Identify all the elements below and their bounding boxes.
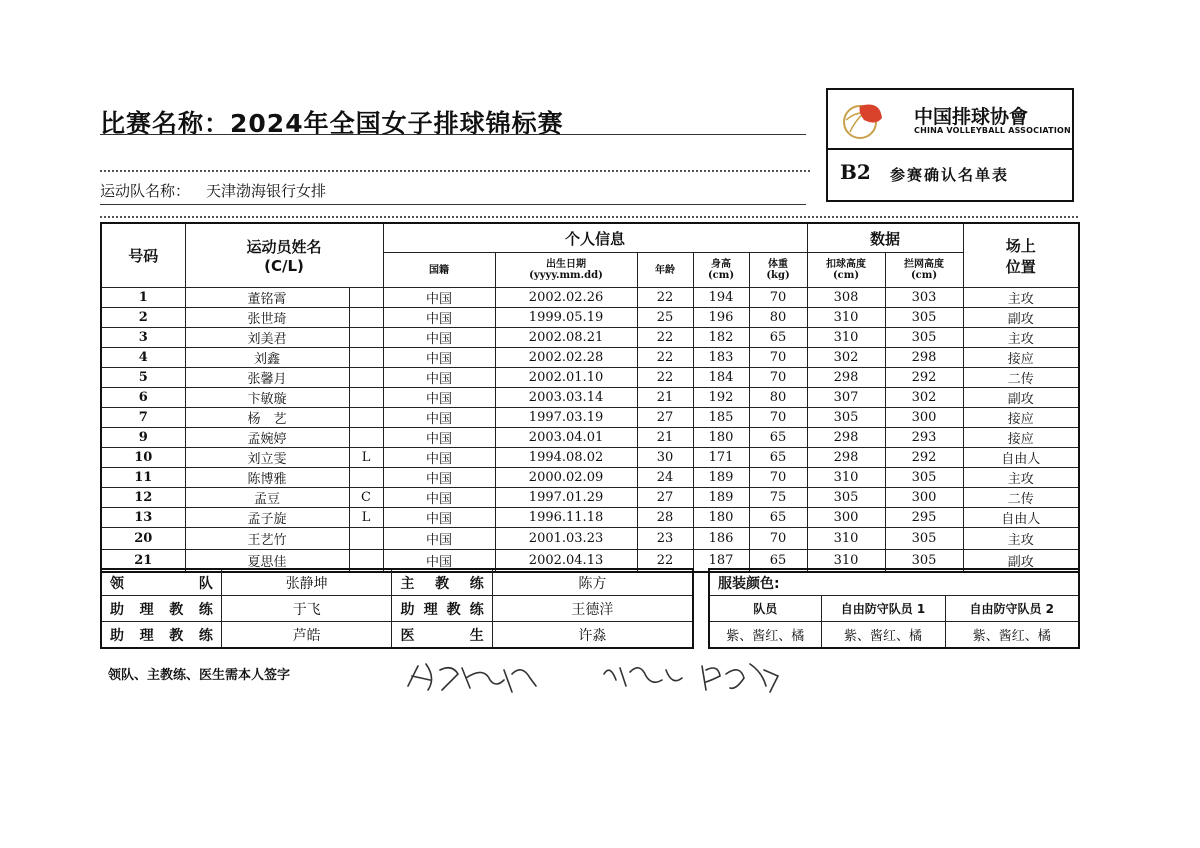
player-nationality: 中国: [383, 288, 495, 308]
player-weight: 70: [749, 368, 807, 388]
player-spike: 298: [807, 428, 885, 448]
uniform-libero2-label: 自由防守队员 2: [945, 596, 1079, 622]
player-position: 接应: [963, 348, 1079, 368]
col-birth-title: 出生日期: [546, 259, 587, 270]
player-weight: 65: [749, 550, 807, 573]
player-name: 刘立雯: [185, 448, 349, 468]
player-spike: 305: [807, 408, 885, 428]
player-role: L: [349, 448, 383, 468]
player-position: 副攻: [963, 388, 1079, 408]
player-spike: 310: [807, 528, 885, 550]
player-age: 22: [637, 368, 693, 388]
col-block-unit: (cm): [910, 270, 938, 281]
player-age: 27: [637, 408, 693, 428]
player-weight: 65: [749, 428, 807, 448]
team-underline: [100, 204, 806, 205]
col-block-title: 拦网高度: [904, 259, 945, 270]
player-position: 二传: [963, 368, 1079, 388]
logo-box: [826, 88, 1074, 202]
title-underline: [100, 134, 806, 135]
roster-body: [101, 288, 1079, 573]
player-position: 主攻: [963, 468, 1079, 488]
player-block: 305: [885, 328, 963, 348]
player-spike: 305: [807, 488, 885, 508]
player-block: 300: [885, 408, 963, 428]
player-age: 21: [637, 388, 693, 408]
player-height: 185: [693, 408, 749, 428]
player-nationality: 中国: [383, 388, 495, 408]
divider: [100, 170, 810, 172]
player-block: 295: [885, 508, 963, 528]
player-name: 杨 艺: [185, 408, 349, 428]
player-height: 189: [693, 488, 749, 508]
player-role: [349, 468, 383, 488]
player-block: 303: [885, 288, 963, 308]
org-name-en: CHINA VOLLEYBALL ASSOCIATION: [914, 126, 1071, 135]
col-name-sub: (C/L): [264, 257, 304, 275]
player-age: 22: [637, 550, 693, 573]
table-row: [101, 308, 1079, 328]
player-position: 自由人: [963, 508, 1079, 528]
staff-leader: 张静坤: [221, 569, 392, 596]
uniform-libero2-colors: 紫、酱红、橘: [945, 622, 1079, 649]
player-spike: 310: [807, 550, 885, 573]
player-age: 23: [637, 528, 693, 550]
col-birth-fmt: (yyyy.mm.dd): [529, 270, 603, 281]
player-height: 192: [693, 388, 749, 408]
table-row: [101, 388, 1079, 408]
player-birth: 2000.02.09: [495, 468, 637, 488]
player-height: 183: [693, 348, 749, 368]
player-name: 刘鑫: [185, 348, 349, 368]
staff-asst3: 芦皓: [221, 622, 392, 649]
uniform-players-colors: 紫、酱红、橘: [709, 622, 821, 649]
signature-note: 领队、主教练、医生需本人签字: [108, 668, 291, 683]
player-nationality: 中国: [383, 428, 495, 448]
player-birth: 2002.02.26: [495, 288, 637, 308]
player-nationality: 中国: [383, 528, 495, 550]
player-weight: 75: [749, 488, 807, 508]
player-block: 302: [885, 388, 963, 408]
player-nationality: 中国: [383, 448, 495, 468]
player-number: 3: [101, 328, 185, 348]
col-weight-title: 体重: [768, 259, 789, 270]
handwritten-signatures: [400, 650, 820, 700]
volleyball-emblem-icon: [840, 100, 886, 140]
col-data: 数据: [807, 223, 963, 253]
divider: [100, 216, 1078, 218]
player-spike: 310: [807, 308, 885, 328]
player-role: [349, 368, 383, 388]
player-number: 11: [101, 468, 185, 488]
staff-asst1-label: 助理教练: [101, 596, 221, 622]
player-number: 21: [101, 550, 185, 573]
player-name: 卞敏璇: [185, 388, 349, 408]
staff-leader-label: 领队: [101, 569, 221, 596]
col-spike-title: 扣球高度: [826, 259, 867, 270]
team-label: 运动队名称：: [100, 182, 191, 200]
player-height: 180: [693, 428, 749, 448]
player-age: 21: [637, 428, 693, 448]
player-block: 298: [885, 348, 963, 368]
player-number: 10: [101, 448, 185, 468]
org-name: 中国排球协會: [914, 106, 1029, 128]
table-row: [101, 408, 1079, 428]
table-row: [101, 448, 1079, 468]
event-name: 2024年全国女子排球锦标赛: [230, 109, 564, 138]
player-birth: 2002.01.10: [495, 368, 637, 388]
player-weight: 70: [749, 288, 807, 308]
player-role: [349, 528, 383, 550]
player-name: 孟豆: [185, 488, 349, 508]
player-role: L: [349, 508, 383, 528]
player-role: [349, 348, 383, 368]
player-block: 305: [885, 550, 963, 573]
player-age: 22: [637, 328, 693, 348]
player-height: 187: [693, 550, 749, 573]
player-position: 主攻: [963, 328, 1079, 348]
uniform-players-label: 队员: [709, 596, 821, 622]
player-nationality: 中国: [383, 508, 495, 528]
table-row: [101, 488, 1079, 508]
logo-header: [828, 90, 1072, 150]
staff-doctor-label: 医生: [392, 622, 492, 649]
uniform-table: [708, 568, 1080, 649]
player-name: 孟婉婷: [185, 428, 349, 448]
player-name: 陈博雅: [185, 468, 349, 488]
player-spike: 300: [807, 508, 885, 528]
player-nationality: 中国: [383, 368, 495, 388]
player-number: 20: [101, 528, 185, 550]
player-position: 接应: [963, 428, 1079, 448]
col-position: 场上位置: [963, 223, 1079, 288]
player-spike: 302: [807, 348, 885, 368]
player-position: 主攻: [963, 528, 1079, 550]
player-spike: 298: [807, 448, 885, 468]
col-height-unit: (cm): [707, 270, 735, 281]
player-weight: 70: [749, 528, 807, 550]
player-position: 自由人: [963, 448, 1079, 468]
player-spike: 298: [807, 368, 885, 388]
table-row: [101, 528, 1079, 550]
staff-table: [100, 568, 694, 649]
player-birth: 2002.02.28: [495, 348, 637, 368]
player-role: [349, 388, 383, 408]
player-weight: 80: [749, 388, 807, 408]
player-number: 1: [101, 288, 185, 308]
player-spike: 310: [807, 468, 885, 488]
table-row: [101, 428, 1079, 448]
table-row: [101, 288, 1079, 308]
player-height: 171: [693, 448, 749, 468]
player-age: 27: [637, 488, 693, 508]
col-number: 号码: [101, 223, 185, 288]
player-nationality: 中国: [383, 348, 495, 368]
player-birth: 2002.08.21: [495, 328, 637, 348]
col-spike: [807, 253, 885, 288]
player-role: [349, 408, 383, 428]
player-birth: 1996.11.18: [495, 508, 637, 528]
col-weight: [749, 253, 807, 288]
uniform-libero1-colors: 紫、酱红、橘: [821, 622, 945, 649]
player-height: 184: [693, 368, 749, 388]
player-number: 12: [101, 488, 185, 508]
player-age: 24: [637, 468, 693, 488]
player-nationality: 中国: [383, 550, 495, 573]
col-block: [885, 253, 963, 288]
player-spike: 310: [807, 328, 885, 348]
team-name: 天津渤海银行女排: [206, 182, 327, 200]
player-name: 刘美君: [185, 328, 349, 348]
player-name: 张馨月: [185, 368, 349, 388]
player-height: 189: [693, 468, 749, 488]
player-nationality: 中国: [383, 488, 495, 508]
col-height: [693, 253, 749, 288]
player-number: 9: [101, 428, 185, 448]
player-name: 董铭霄: [185, 288, 349, 308]
roster-table: [100, 222, 1080, 573]
table-row: [101, 328, 1079, 348]
uniform-libero1-label: 自由防守队员 1: [821, 596, 945, 622]
staff-asst1: 于飞: [221, 596, 392, 622]
player-position: 主攻: [963, 288, 1079, 308]
col-nationality: 国籍: [383, 253, 495, 288]
col-birth: [495, 253, 637, 288]
team-line: [100, 180, 342, 201]
player-birth: 2002.04.13: [495, 550, 637, 573]
col-name-title: 运动员姓名: [246, 238, 322, 256]
player-height: 180: [693, 508, 749, 528]
staff-doctor: 许淼: [492, 622, 693, 649]
table-row: [101, 348, 1079, 368]
player-number: 13: [101, 508, 185, 528]
player-name: 张世琦: [185, 308, 349, 328]
player-weight: 65: [749, 448, 807, 468]
col-personal: 个人信息: [383, 223, 807, 253]
staff-asst2: 王德洋: [492, 596, 693, 622]
player-role: C: [349, 488, 383, 508]
staff-head-coach: 陈方: [492, 569, 693, 596]
player-birth: 1994.08.02: [495, 448, 637, 468]
player-birth: 1997.01.29: [495, 488, 637, 508]
player-birth: 2003.03.14: [495, 388, 637, 408]
player-number: 7: [101, 408, 185, 428]
staff-asst3-label: 助理教练: [101, 622, 221, 649]
player-age: 22: [637, 288, 693, 308]
player-birth: 1997.03.19: [495, 408, 637, 428]
player-age: 28: [637, 508, 693, 528]
table-row: [101, 468, 1079, 488]
player-age: 22: [637, 348, 693, 368]
player-age: 30: [637, 448, 693, 468]
player-height: 186: [693, 528, 749, 550]
player-position: 接应: [963, 408, 1079, 428]
col-spike-unit: (cm): [832, 270, 860, 281]
col-name: [185, 223, 383, 288]
table-row: [101, 508, 1079, 528]
player-spike: 308: [807, 288, 885, 308]
player-number: 2: [101, 308, 185, 328]
staff-head-coach-label: 主教练: [392, 569, 492, 596]
player-height: 182: [693, 328, 749, 348]
player-block: 292: [885, 368, 963, 388]
player-birth: 2003.04.01: [495, 428, 637, 448]
player-name: 孟子旋: [185, 508, 349, 528]
player-number: 5: [101, 368, 185, 388]
player-role: [349, 428, 383, 448]
col-age: 年龄: [637, 253, 693, 288]
player-age: 25: [637, 308, 693, 328]
player-block: 293: [885, 428, 963, 448]
player-name: 王艺竹: [185, 528, 349, 550]
player-nationality: 中国: [383, 328, 495, 348]
player-role: [349, 308, 383, 328]
col-height-title: 身高: [711, 259, 732, 270]
form-code: B2: [840, 160, 871, 184]
player-position: 副攻: [963, 550, 1079, 573]
player-position: 副攻: [963, 308, 1079, 328]
player-weight: 70: [749, 468, 807, 488]
player-name: 夏思佳: [185, 550, 349, 573]
player-number: 6: [101, 388, 185, 408]
player-block: 305: [885, 308, 963, 328]
player-weight: 65: [749, 508, 807, 528]
player-number: 4: [101, 348, 185, 368]
player-weight: 70: [749, 408, 807, 428]
player-block: 300: [885, 488, 963, 508]
form-name: 参赛确认名单表: [890, 166, 1010, 184]
player-nationality: 中国: [383, 408, 495, 428]
player-role: [349, 288, 383, 308]
player-birth: 2001.03.23: [495, 528, 637, 550]
table-row: [101, 368, 1079, 388]
player-block: 305: [885, 468, 963, 488]
player-height: 196: [693, 308, 749, 328]
player-nationality: 中国: [383, 308, 495, 328]
event-label: 比赛名称：: [100, 109, 231, 138]
player-weight: 70: [749, 348, 807, 368]
player-height: 194: [693, 288, 749, 308]
player-weight: 65: [749, 328, 807, 348]
player-role: [349, 328, 383, 348]
player-birth: 1999.05.19: [495, 308, 637, 328]
player-position: 二传: [963, 488, 1079, 508]
player-block: 292: [885, 448, 963, 468]
player-spike: 307: [807, 388, 885, 408]
player-block: 305: [885, 528, 963, 550]
uniform-title: 服装颜色:: [709, 569, 1079, 596]
col-weight-unit: (kg): [766, 270, 790, 281]
staff-asst2-label: 助理教练: [392, 596, 492, 622]
player-weight: 80: [749, 308, 807, 328]
player-nationality: 中国: [383, 468, 495, 488]
